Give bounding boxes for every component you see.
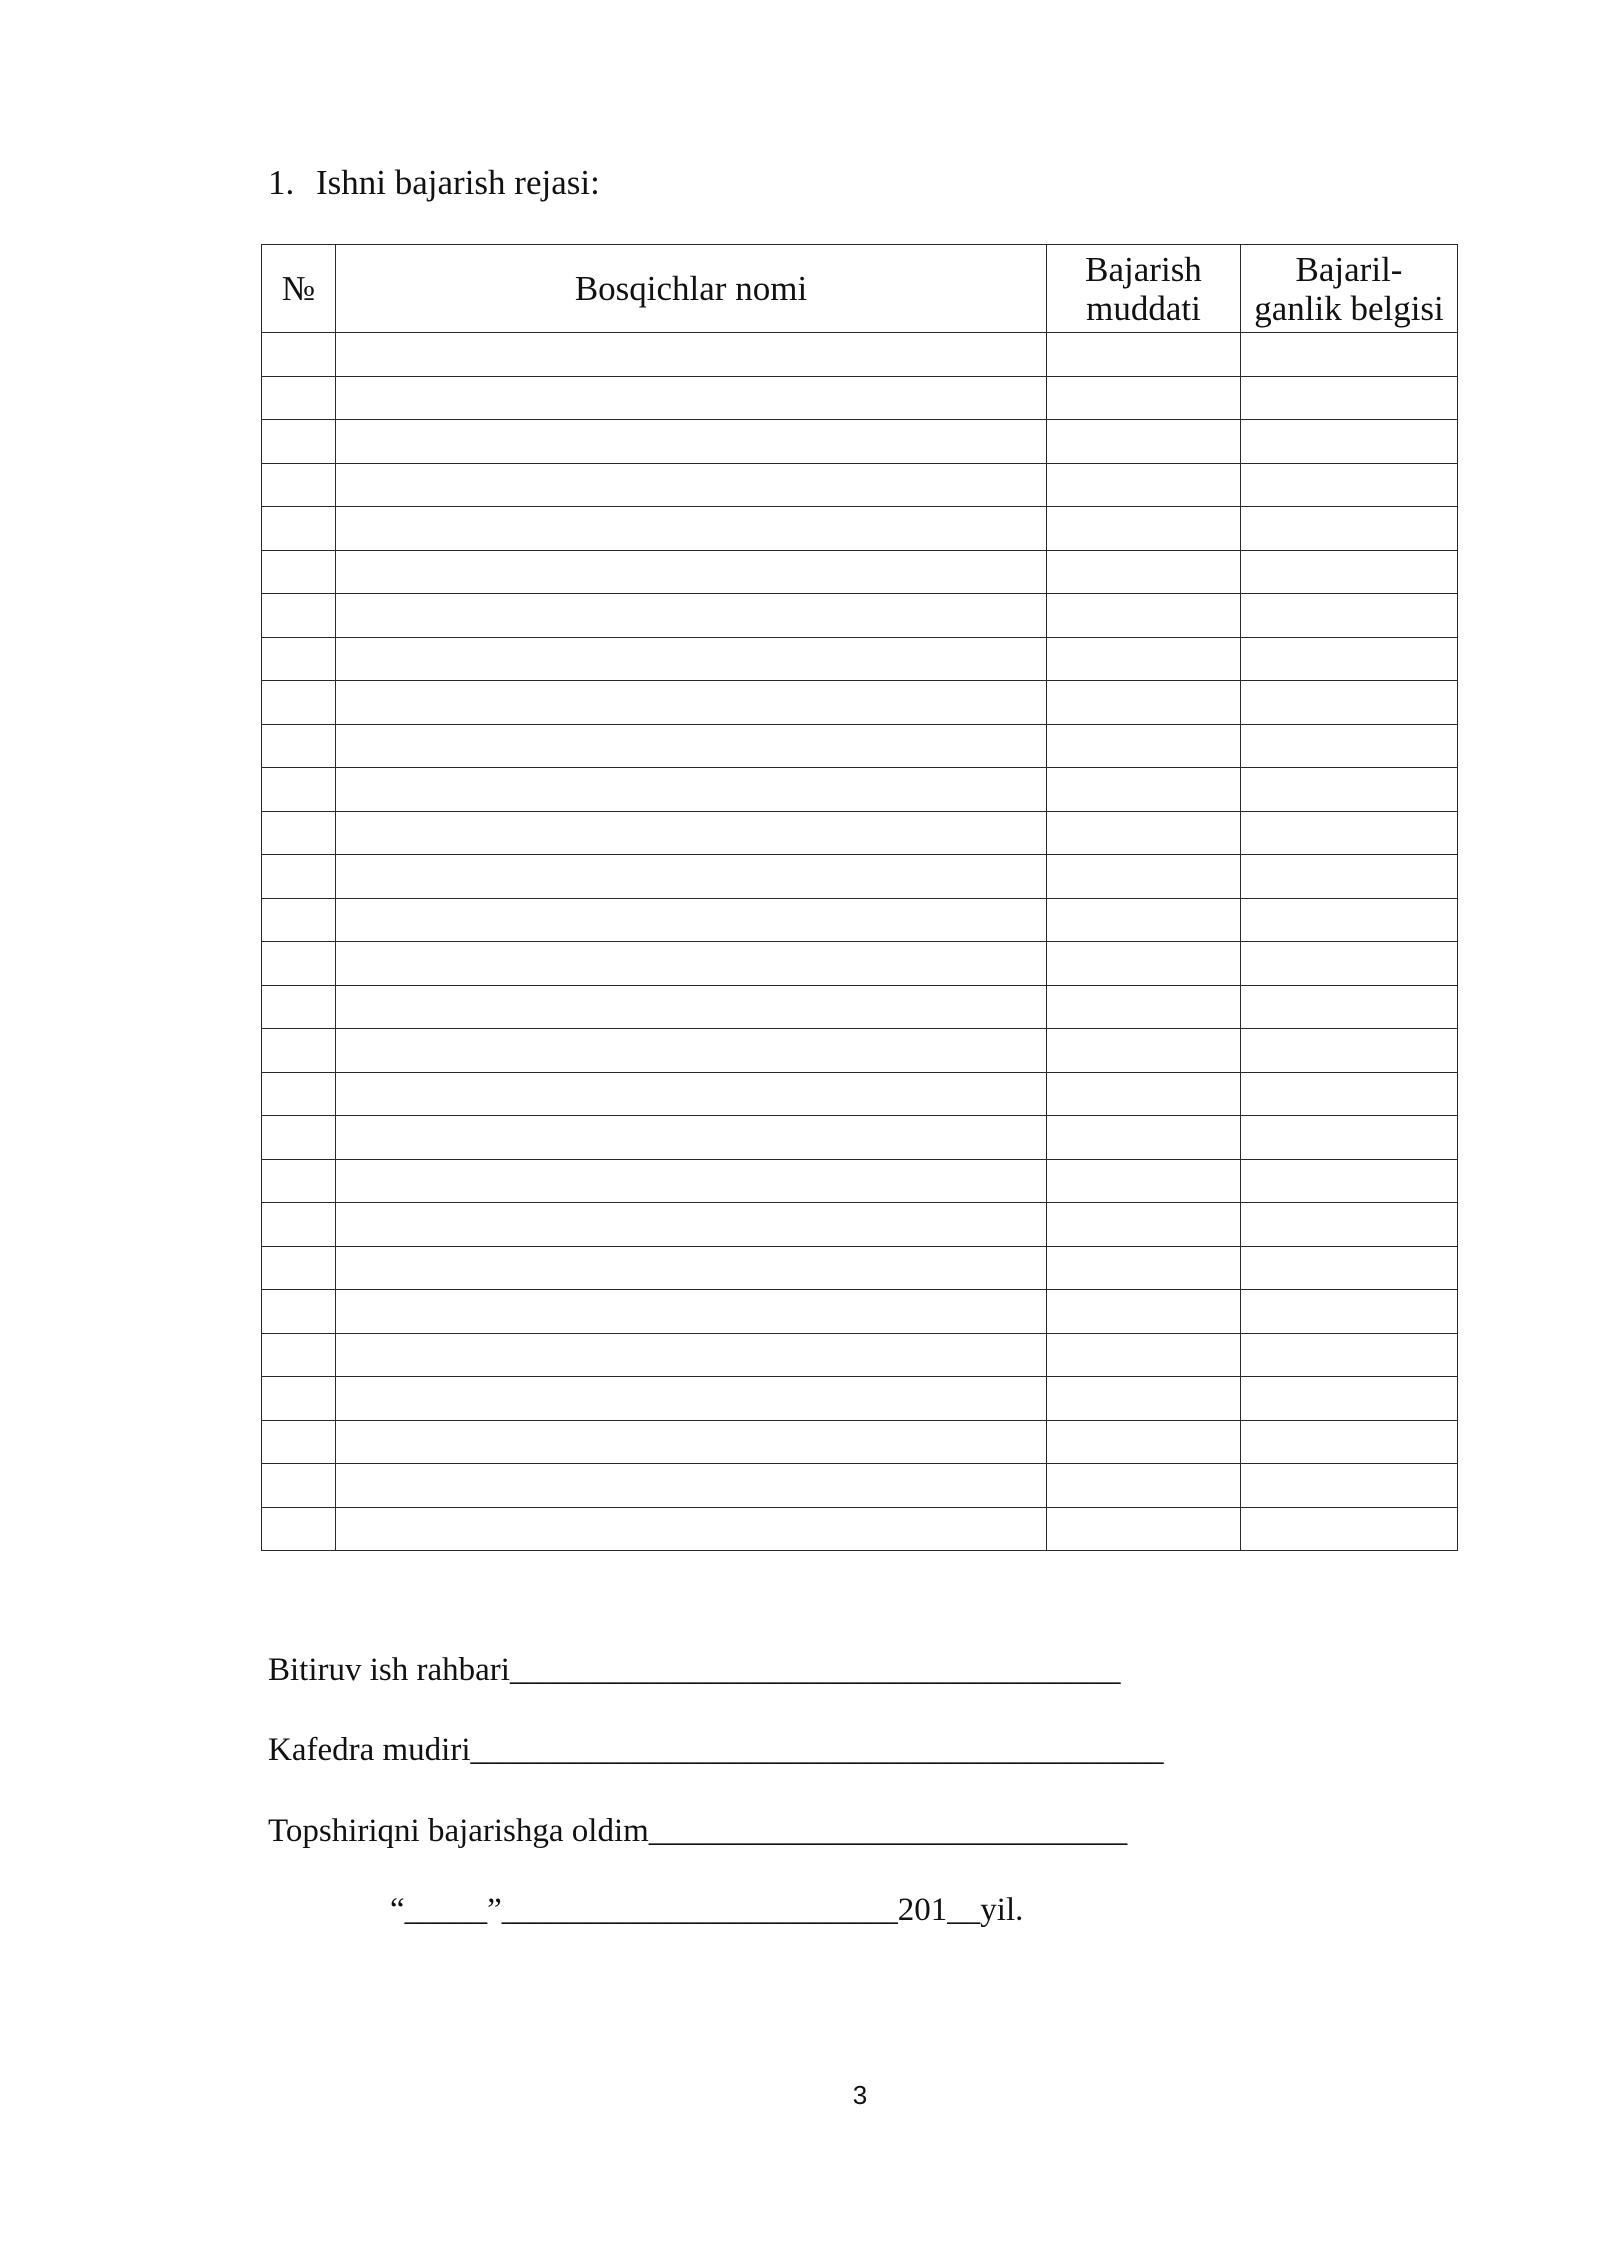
table-row	[262, 1159, 1458, 1203]
cell-stage-name	[336, 1116, 1047, 1160]
table-row	[262, 1116, 1458, 1160]
cell-deadline	[1047, 1333, 1241, 1377]
table-row	[262, 1420, 1458, 1464]
cell-deadline	[1047, 1159, 1241, 1203]
cell-deadline	[1047, 550, 1241, 594]
column-header-deadline	[1047, 245, 1241, 333]
cell-stage-name	[336, 333, 1047, 377]
cell-deadline	[1047, 1420, 1241, 1464]
cell-deadline	[1047, 594, 1241, 638]
table-row	[262, 507, 1458, 551]
date-line: “_____”________________________201__yil.	[390, 1892, 1024, 1928]
column-header-completion-line-2: ganlik belgisi	[1254, 288, 1444, 328]
cell-number	[262, 420, 336, 464]
cell-deadline	[1047, 637, 1241, 681]
cell-deadline	[1047, 681, 1241, 725]
cell-completion-mark	[1241, 637, 1458, 681]
table-row	[262, 463, 1458, 507]
cell-completion-mark	[1241, 1507, 1458, 1551]
cell-number	[262, 1159, 336, 1203]
cell-number	[262, 855, 336, 899]
cell-number	[262, 1420, 336, 1464]
column-header-stage-name: Bosqichlar nomi	[336, 245, 1047, 333]
table-row	[262, 376, 1458, 420]
table-body	[262, 333, 1458, 1551]
accepted-signature-line: Topshiriqni bajarishga oldim_____________________________	[268, 1813, 1128, 1849]
cell-stage-name	[336, 811, 1047, 855]
cell-stage-name	[336, 724, 1047, 768]
cell-completion-mark	[1241, 724, 1458, 768]
table-row	[262, 1377, 1458, 1421]
cell-deadline	[1047, 1507, 1241, 1551]
table-row	[262, 1072, 1458, 1116]
cell-number	[262, 724, 336, 768]
section-title: Ishni bajarish rejasi:	[316, 163, 600, 202]
cell-deadline	[1047, 1116, 1241, 1160]
cell-completion-mark	[1241, 1420, 1458, 1464]
cell-stage-name	[336, 1464, 1047, 1508]
cell-deadline	[1047, 1464, 1241, 1508]
cell-stage-name	[336, 681, 1047, 725]
cell-number	[262, 1464, 336, 1508]
cell-number	[262, 594, 336, 638]
cell-stage-name	[336, 594, 1047, 638]
cell-deadline	[1047, 376, 1241, 420]
table-row	[262, 637, 1458, 681]
column-header-completion-line-1: Bajaril-	[1295, 249, 1403, 289]
cell-stage-name	[336, 985, 1047, 1029]
table-row	[262, 1246, 1458, 1290]
table-row	[262, 768, 1458, 812]
cell-stage-name	[336, 1203, 1047, 1247]
cell-number	[262, 942, 336, 986]
cell-number	[262, 376, 336, 420]
cell-completion-mark	[1241, 681, 1458, 725]
cell-deadline	[1047, 1246, 1241, 1290]
cell-number	[262, 985, 336, 1029]
cell-stage-name	[336, 1246, 1047, 1290]
cell-stage-name	[336, 768, 1047, 812]
cell-number	[262, 1333, 336, 1377]
cell-stage-name	[336, 1507, 1047, 1551]
cell-completion-mark	[1241, 811, 1458, 855]
cell-deadline	[1047, 1029, 1241, 1073]
cell-completion-mark	[1241, 1203, 1458, 1247]
cell-number	[262, 637, 336, 681]
cell-completion-mark	[1241, 1159, 1458, 1203]
cell-completion-mark	[1241, 1290, 1458, 1334]
cell-number	[262, 768, 336, 812]
column-header-deadline-line-1: Bajarish	[1085, 249, 1202, 289]
cell-number	[262, 898, 336, 942]
cell-deadline	[1047, 898, 1241, 942]
cell-completion-mark	[1241, 855, 1458, 899]
table-header-row	[262, 245, 1458, 333]
cell-deadline	[1047, 507, 1241, 551]
cell-deadline	[1047, 1072, 1241, 1116]
cell-stage-name	[336, 1290, 1047, 1334]
cell-completion-mark	[1241, 768, 1458, 812]
cell-completion-mark	[1241, 1116, 1458, 1160]
cell-deadline	[1047, 724, 1241, 768]
column-header-deadline-line-2: muddati	[1086, 288, 1201, 328]
cell-completion-mark	[1241, 376, 1458, 420]
cell-number	[262, 811, 336, 855]
cell-number	[262, 1290, 336, 1334]
cell-deadline	[1047, 985, 1241, 1029]
cell-stage-name	[336, 420, 1047, 464]
cell-completion-mark	[1241, 1029, 1458, 1073]
cell-deadline	[1047, 855, 1241, 899]
cell-number	[262, 1507, 336, 1551]
cell-stage-name	[336, 550, 1047, 594]
cell-number	[262, 1116, 336, 1160]
cell-stage-name	[336, 463, 1047, 507]
cell-completion-mark	[1241, 594, 1458, 638]
cell-completion-mark	[1241, 985, 1458, 1029]
column-header-completion-mark	[1241, 245, 1458, 333]
cell-completion-mark	[1241, 463, 1458, 507]
cell-stage-name	[336, 855, 1047, 899]
cell-number	[262, 507, 336, 551]
supervisor-signature-line: Bitiruv ish rahbari_____________________________________	[268, 1652, 1121, 1688]
table-row	[262, 594, 1458, 638]
cell-completion-mark	[1241, 420, 1458, 464]
cell-stage-name	[336, 1072, 1047, 1116]
cell-stage-name	[336, 898, 1047, 942]
table-row	[262, 1507, 1458, 1551]
section-heading	[268, 160, 600, 205]
table-row	[262, 724, 1458, 768]
cell-number	[262, 1203, 336, 1247]
cell-number	[262, 333, 336, 377]
cell-completion-mark	[1241, 1464, 1458, 1508]
cell-deadline	[1047, 463, 1241, 507]
cell-deadline	[1047, 333, 1241, 377]
cell-completion-mark	[1241, 550, 1458, 594]
cell-stage-name	[336, 507, 1047, 551]
cell-number	[262, 550, 336, 594]
cell-stage-name	[336, 637, 1047, 681]
cell-number	[262, 1246, 336, 1290]
cell-stage-name	[336, 942, 1047, 986]
cell-stage-name	[336, 1420, 1047, 1464]
cell-number	[262, 681, 336, 725]
cell-deadline	[1047, 1377, 1241, 1421]
table-row	[262, 985, 1458, 1029]
cell-completion-mark	[1241, 1072, 1458, 1116]
table-row	[262, 855, 1458, 899]
cell-deadline	[1047, 1290, 1241, 1334]
department-head-signature-line: Kafedra mudiri__________________________________________	[268, 1732, 1164, 1768]
table-row	[262, 1203, 1458, 1247]
table-row	[262, 942, 1458, 986]
cell-completion-mark	[1241, 1246, 1458, 1290]
table-row	[262, 1333, 1458, 1377]
table-row	[262, 1290, 1458, 1334]
table-row	[262, 420, 1458, 464]
cell-number	[262, 1072, 336, 1116]
cell-completion-mark	[1241, 333, 1458, 377]
cell-deadline	[1047, 420, 1241, 464]
cell-number	[262, 1029, 336, 1073]
cell-deadline	[1047, 811, 1241, 855]
cell-deadline	[1047, 1203, 1241, 1247]
cell-stage-name	[336, 1377, 1047, 1421]
cell-number	[262, 463, 336, 507]
cell-deadline	[1047, 768, 1241, 812]
cell-completion-mark	[1241, 507, 1458, 551]
table-row	[262, 1029, 1458, 1073]
cell-completion-mark	[1241, 1377, 1458, 1421]
table-row	[262, 1464, 1458, 1508]
table-row	[262, 898, 1458, 942]
table-row	[262, 550, 1458, 594]
section-number: 1.	[268, 163, 295, 202]
cell-completion-mark	[1241, 898, 1458, 942]
work-plan-table	[261, 244, 1458, 1551]
table-row	[262, 811, 1458, 855]
cell-stage-name	[336, 1333, 1047, 1377]
table-row	[262, 333, 1458, 377]
column-header-number: №	[262, 245, 336, 333]
cell-number	[262, 1377, 336, 1421]
cell-deadline	[1047, 942, 1241, 986]
table-row	[262, 681, 1458, 725]
cell-stage-name	[336, 1159, 1047, 1203]
cell-stage-name	[336, 376, 1047, 420]
page-number: 3	[852, 2080, 868, 2110]
cell-stage-name	[336, 1029, 1047, 1073]
cell-completion-mark	[1241, 942, 1458, 986]
cell-completion-mark	[1241, 1333, 1458, 1377]
